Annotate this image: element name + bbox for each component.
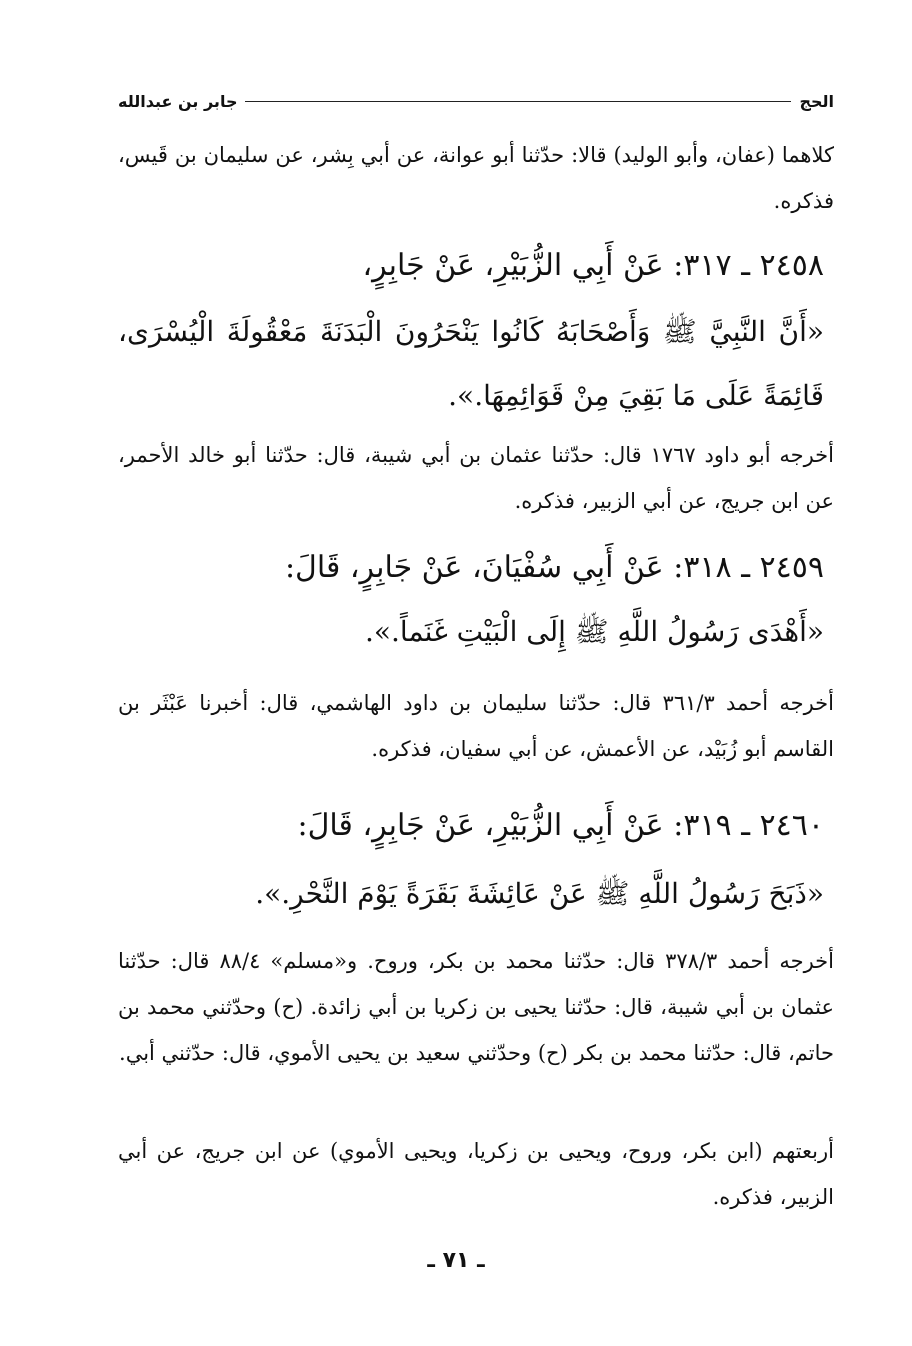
paragraph-takhrij-2458: أخرجه أبو داود ١٧٦٧ قال: حدّثنا عثمان بن أبي شيبة، قال: حدّثنا أبو خالد الأحمر، عن ابن جريج، عن أبي الزبير، فذكره. — [118, 443, 834, 513]
header-rule — [245, 101, 791, 102]
hadith-text-2458: «أَنَّ النَّبِيَّ ﷺ وَأَصْحَابَهُ كَانُوا يَنْحَرُونَ الْبَدَنَةَ مَعْقُولَةَ الْيُسْرَى، قَائِمَةً عَلَى مَا بَقِيَ مِنْ قَوَائِمِهَا.». — [118, 315, 824, 412]
header-author: جابر بن عبدالله — [118, 91, 238, 111]
hadith-text-2460: «ذَبَحَ رَسُولُ اللَّهِ ﷺ عَنْ عَائِشَةَ بَقَرَةً يَوْمَ النَّحْرِ.». — [255, 877, 824, 910]
paragraph-takhrij-2460: أخرجه أحمد ٣٧٨/٣ قال: حدّثنا محمد بن بكر، وروح. و«مسلم» ٨٨/٤ قال: حدّثنا عثمان بن أبي شيبة، قال: حدّثنا يحيى بن زكريا بن أبي زائدة. (ح) وحدّثني محمد بن حاتم، قال: حدّثنا محمد بن بكر (ح) وحدّثني سعيد بن يحيى الأموي، قال: حدّثني أبي. — [118, 949, 834, 1065]
hadith-heading-2458: ٢٤٥٨ ـ ٣١٧: عَنْ أَبِي الزُّبَيْرِ، عَنْ جَابِرٍ، — [362, 248, 824, 283]
hadith-text-2459: «أَهْدَى رَسُولُ اللَّهِ ﷺ إِلَى الْبَيْتِ غَنَماً.». — [365, 615, 824, 648]
page-number: ـ ٧١ ـ — [427, 1248, 485, 1273]
hadith-heading-2460: ٢٤٦٠ ـ ٣١٩: عَنْ أَبِي الزُّبَيْرِ، عَنْ جَابِرٍ، قَالَ: — [297, 808, 824, 843]
paragraph-1: كلاهما (عفان، وأبو الوليد) قالا: حدّثنا أبو عوانة، عن أبي بِشر، عن سليمان بن قَيس، فذكره. — [118, 143, 834, 213]
hadith-heading-2459: ٢٤٥٩ ـ ٣١٨: عَنْ أَبِي سُفْيَانَ، عَنْ جَابِرٍ، قَالَ: — [284, 550, 824, 585]
paragraph-takhrij-2459: أخرجه أحمد ٣٦١/٣ قال: حدّثنا سليمان بن داود الهاشمي، قال: أخبرنا عَبْثَر بن القاسم أبو زُبَيْد، عن الأعمش، عن أبي سفيان، فذكره. — [118, 691, 834, 761]
header-chapter: الحج — [799, 91, 834, 111]
paragraph-summary: أربعتهم (ابن بكر، وروح، ويحيى بن زكريا، ويحيى الأموي) عن ابن جريج، عن أبي الزبير، فذكره. — [118, 1139, 834, 1209]
running-header — [118, 86, 834, 116]
